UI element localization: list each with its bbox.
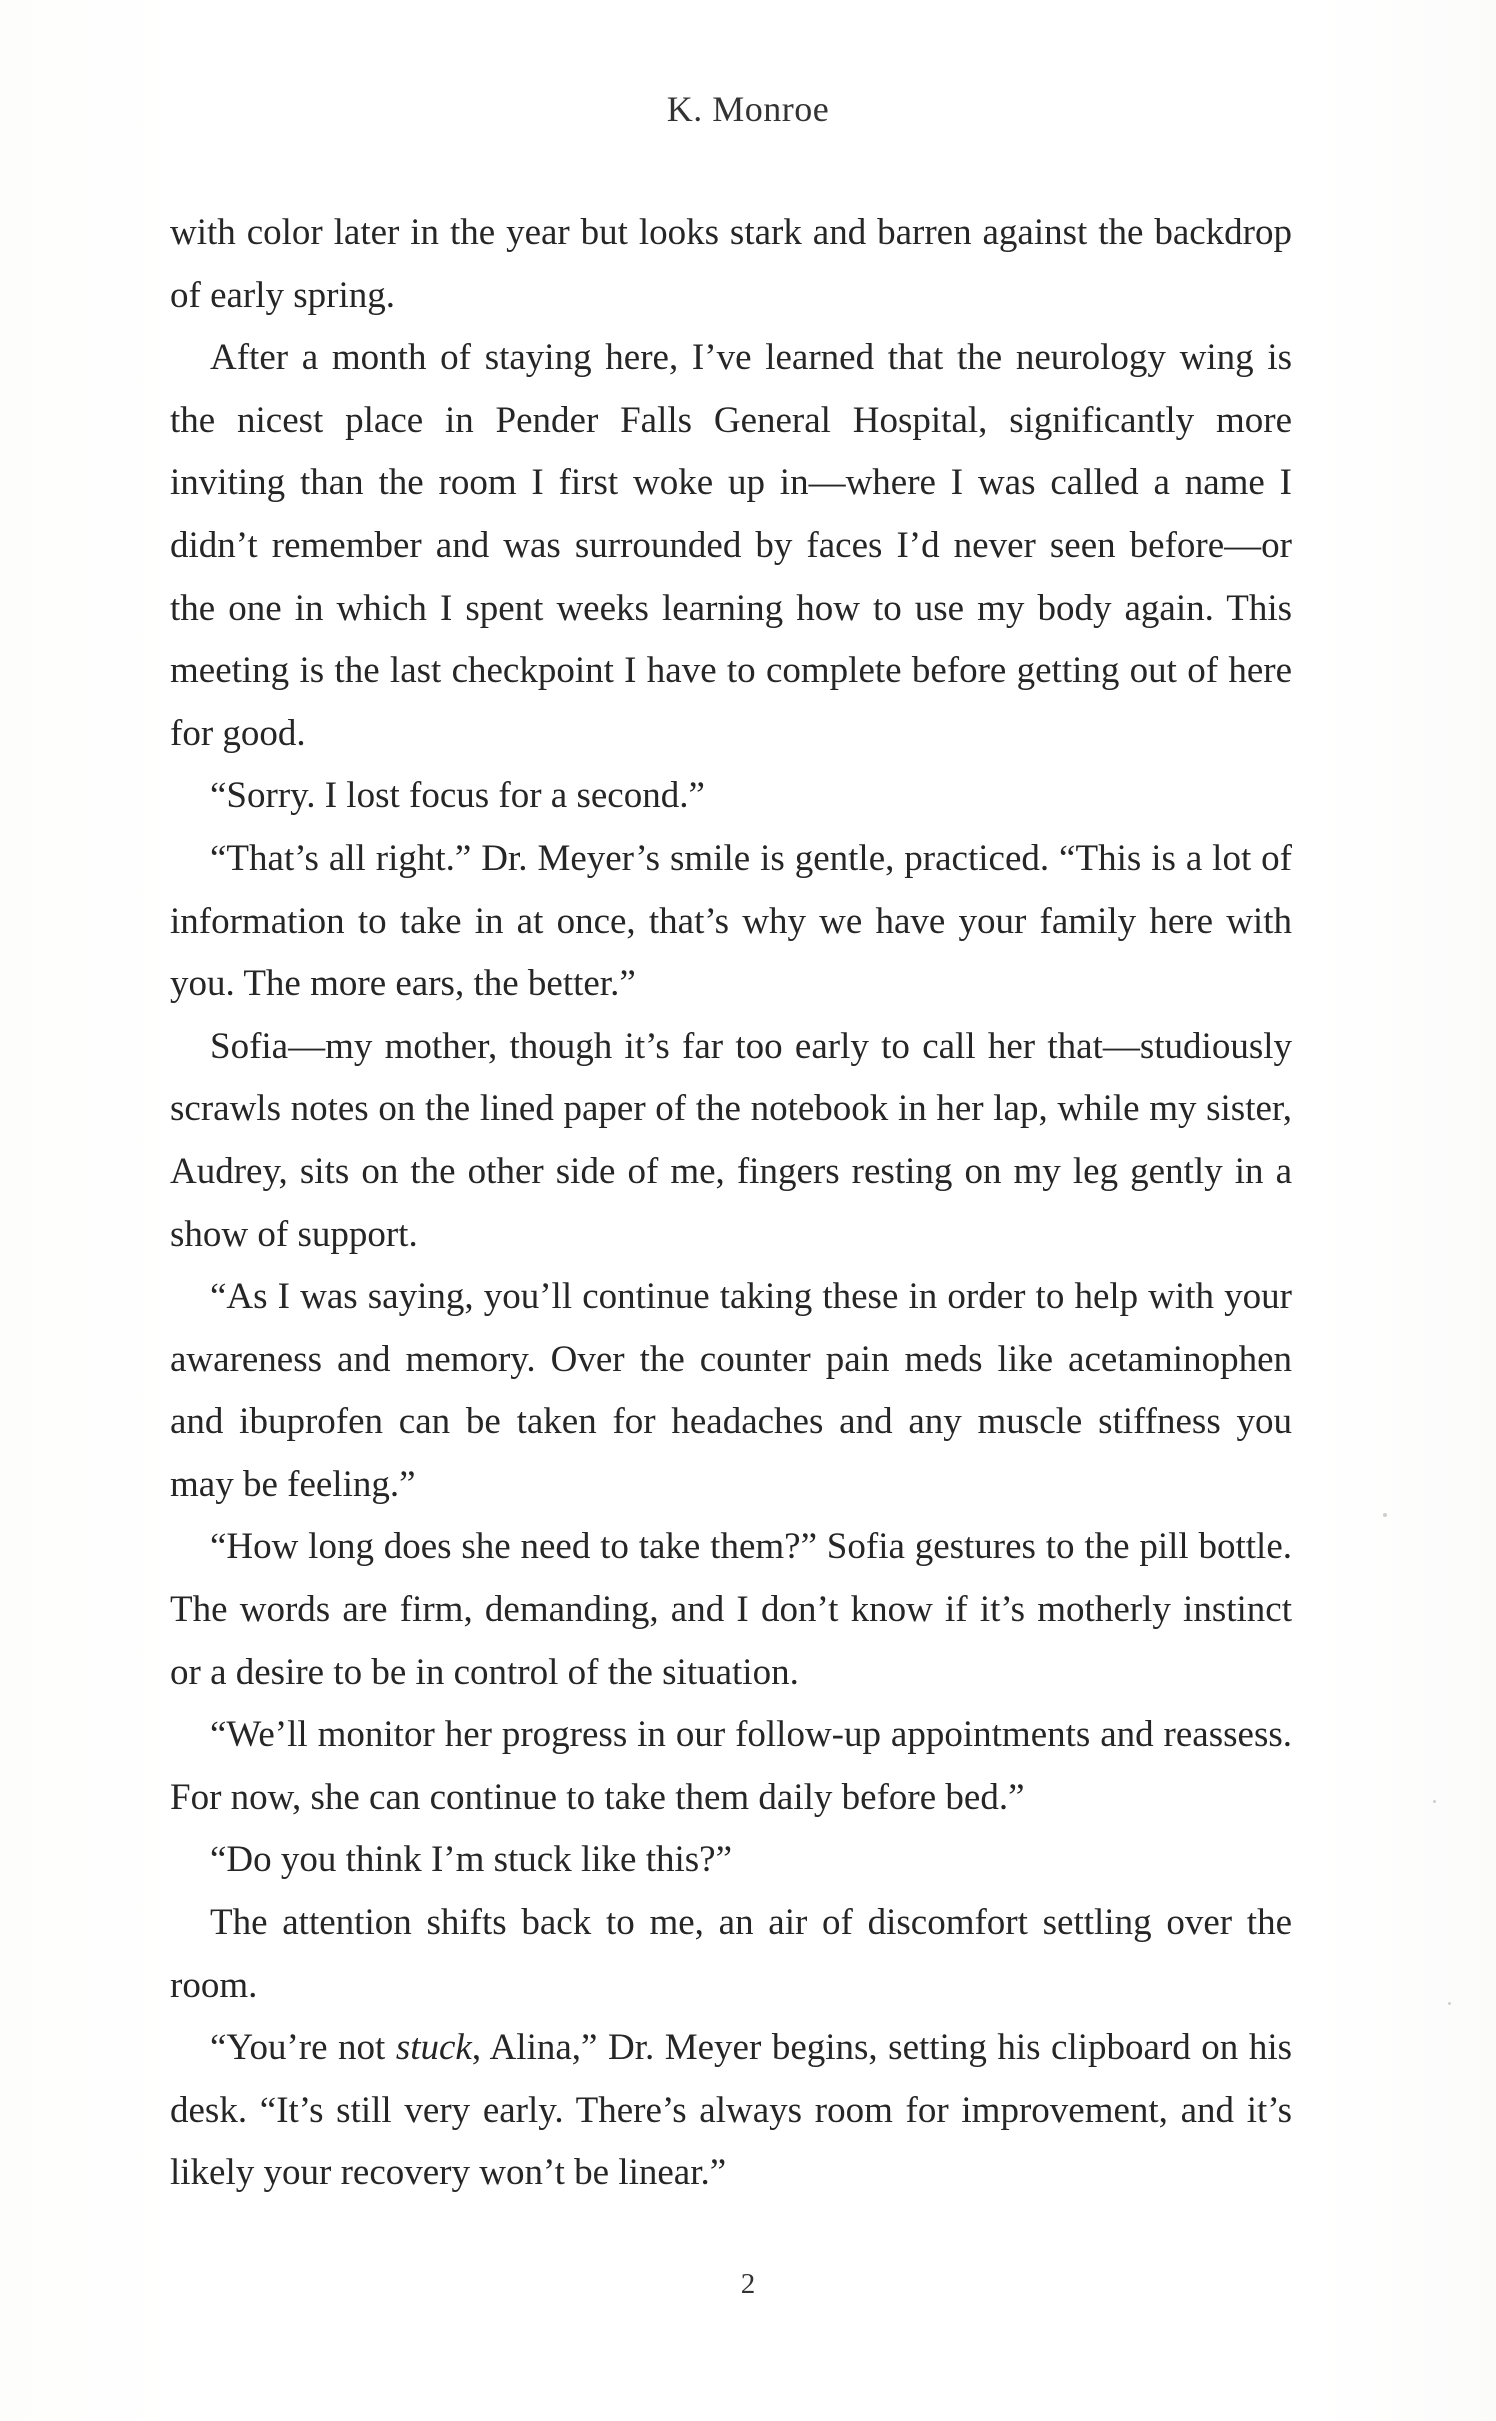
body-text <box>170 202 1292 2205</box>
paragraph-continuation: with color later in the year but looks stark and barren against the backdrop of early spring. <box>170 212 1292 316</box>
paper-speck <box>1383 1513 1387 1517</box>
page-number: 2 <box>740 2268 756 2300</box>
paragraph-text: “You’re not <box>210 2027 396 2069</box>
paragraph-last <box>170 2017 1292 2205</box>
paragraph-text: , Alina,” Dr. Meyer begins, setting his clipboard on his desk. “It’s still very early. There’s always room for improvement, and it’s likely your recovery won’t be linear.” <box>170 2027 1292 2194</box>
paragraph: “That’s all right.” Dr. Meyer’s smile is gentle, practiced. “This is a lot of information to take in at once, that’s why we have your family here with you. The more ears, the better.” <box>170 837 1292 1005</box>
paper-speck <box>1448 2002 1451 2005</box>
emphasis-text: stuck <box>395 2027 472 2069</box>
paper-speck <box>1433 1800 1436 1803</box>
paragraph: Sofia—my mother, though it’s far too early to call her that—studiously scrawls notes on the lined paper of the notebook in her lap, while my sister, Audrey, sits on the other side of me, fingers resting on my leg gently in a show of support. <box>170 1025 1292 1255</box>
paragraph: “Sorry. I lost focus for a second.” <box>210 775 705 817</box>
paragraph: “We’ll monitor her progress in our follow-up appointments and reassess. For now, she can continue to take them daily before bed.” <box>170 1714 1292 1818</box>
paragraph: The attention shifts back to me, an air of discomfort settling over the room. <box>170 1902 1292 2006</box>
paragraph: “Do you think I’m stuck like this?” <box>210 1839 733 1881</box>
paragraph: “As I was saying, you’ll continue taking these in order to help with your awareness and memory. Over the counter pain meds like acetaminophen and ibuprofen can be taken for headaches and any muscle stiffness you may be feeling.” <box>170 1276 1292 1505</box>
paragraph: “How long does she need to take them?” Sofia gestures to the pill bottle. The words are firm, demanding, and I don’t know if it’s motherly instinct or a desire to be in control of the situation. <box>170 1526 1292 1693</box>
paragraph: After a month of staying here, I’ve learned that the neurology wing is the nicest place in Pender Falls General Hospital, significantly more inviting than the room I first woke up in—where I was called a name I didn’t remember and was surrounded by faces I’d never seen before—or the one in which I spent weeks learning how to use my body again. This meeting is the last checkpoint I have to complete before getting out of here for good. <box>170 337 1292 754</box>
running-head: K. Monroe <box>666 89 830 129</box>
